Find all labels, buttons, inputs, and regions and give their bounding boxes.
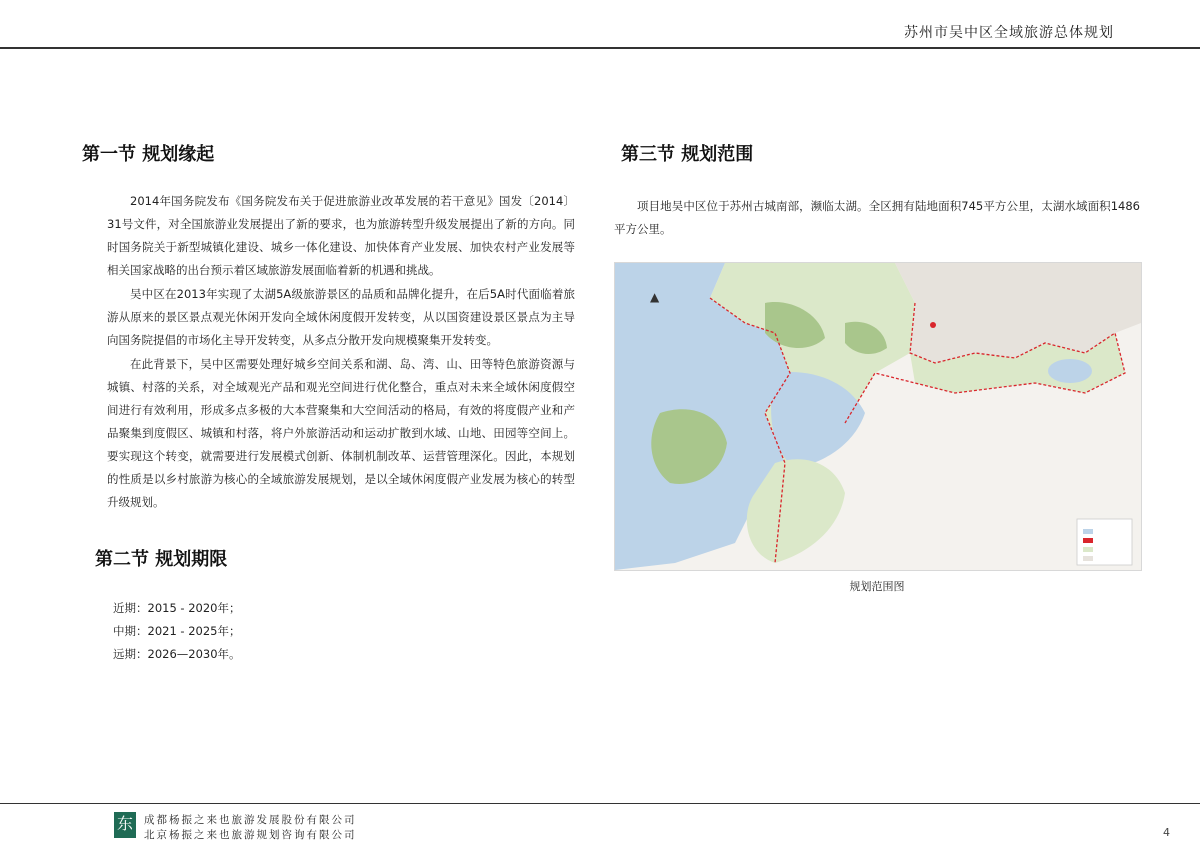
north-arrow-icon: ▲ bbox=[650, 290, 660, 304]
district-center-marker bbox=[930, 322, 936, 328]
planning-period-list bbox=[113, 597, 241, 666]
planning-scope-map bbox=[614, 262, 1142, 571]
section1-paragraph-2: 吴中区在2013年实现了太湖5A级旅游景区的品质和品牌化提升，在后5A时代面临着旅游从原来的景区景点观光休闲开发向全域休闲度假开发转变，从以国资建设景区景点为主导向国务院提倡的市场化主导开发转变，从多点分散开发向规模聚集开发转变。 bbox=[107, 287, 575, 347]
section1-heading: 第一节 规划缘起 bbox=[82, 144, 215, 165]
period-mid: 中期：2021 - 2025年； bbox=[113, 624, 241, 638]
map-graphic bbox=[615, 263, 1141, 570]
legend-water-swatch bbox=[1083, 529, 1093, 534]
section2-heading: 第二节 规划期限 bbox=[95, 549, 228, 570]
section3-heading: 第三节 规划范围 bbox=[621, 144, 754, 165]
company-name-1: 成都杨振之来也旅游发展股份有限公司 bbox=[144, 814, 357, 826]
footer-divider bbox=[0, 803, 1200, 804]
company-logo: 东 bbox=[114, 812, 136, 838]
legend-land-swatch bbox=[1083, 547, 1093, 552]
period-far: 远期：2026—2030年。 bbox=[113, 647, 241, 661]
legend-urban-swatch bbox=[1083, 556, 1093, 561]
section1-paragraph-3: 在此背景下，吴中区需要处理好城乡空间关系和湖、岛、湾、山、田等特色旅游资源与城镇、村落的关系，对全域观光产品和观光空间进行优化整合，重点对未来全域休闲度假空间进行有效利用，形成多点多极的大本营聚集和大空间活动的格局，有效的将度假产业和产品聚集到度假区、城镇和村落，将户外旅游活动和运动扩散到水域、山地、田园等空间上。要实现这个转变，就需要进行发展模式创新、体制机制改革、运营管理深化。因此，本规划的性质是以乡村旅游为核心的全域旅游发展规划，是以全域休闲度假产业发展为核心的转型升级规划。 bbox=[107, 357, 575, 509]
header-divider bbox=[0, 47, 1200, 49]
section3-paragraph: 项目地吴中区位于苏州古城南部，濒临太湖。全区拥有陆地面积745平方公里，太湖水域面积1486平方公里。 bbox=[614, 199, 1140, 236]
period-near: 近期：2015 - 2020年； bbox=[113, 601, 241, 615]
legend-boundary-swatch bbox=[1083, 538, 1093, 543]
document-header-title: 苏州市吴中区全域旅游总体规划 bbox=[904, 25, 1114, 41]
page-number: 4 bbox=[1163, 826, 1170, 839]
map-caption: 规划范围图 bbox=[849, 580, 905, 593]
company-name-2: 北京杨振之来也旅游规划咨询有限公司 bbox=[144, 829, 357, 841]
inner-lake bbox=[1048, 359, 1092, 383]
section1-paragraph-1: 2014年国务院发布《国务院发布关于促进旅游业改革发展的若干意见》国发〔2014〕31号文件，对全国旅游业发展提出了新的要求，也为旅游转型升级发展提出了新的方向。同时国务院关于新型城镇化建设、城乡一体化建设、加快体育产业发展、加快农村产业发展等相关国家战略的出台预示着区域旅游发展面临着新的机遇和挑战。 bbox=[107, 194, 575, 277]
